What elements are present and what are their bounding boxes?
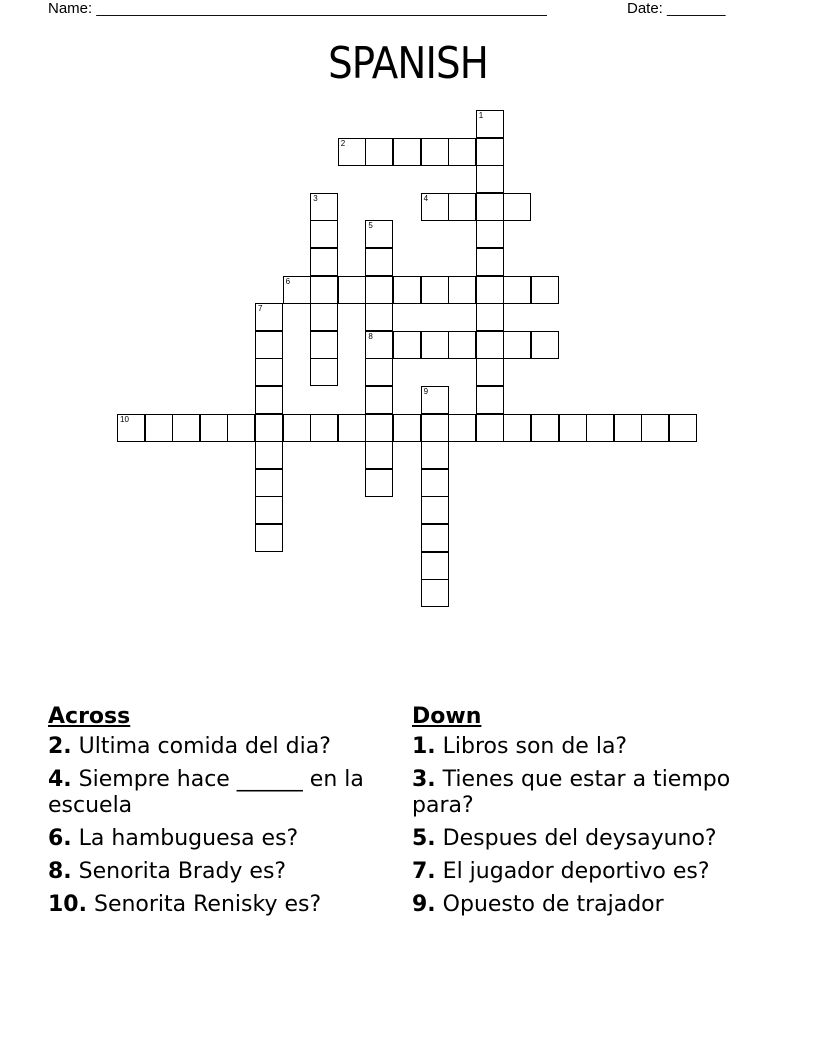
crossword-cell[interactable]	[476, 165, 504, 193]
cell-number: 1	[478, 111, 484, 120]
cell-number: 2	[340, 138, 346, 148]
clue-text: Libros son de la?	[435, 734, 628, 759]
crossword-cell[interactable]	[421, 193, 449, 221]
crossword-cell[interactable]	[255, 441, 283, 469]
crossword-cell[interactable]	[255, 469, 283, 497]
crossword-cell[interactable]	[117, 414, 145, 442]
crossword-cell[interactable]	[200, 414, 228, 442]
crossword-cell[interactable]	[283, 276, 311, 304]
cell-number: 6	[285, 276, 291, 286]
crossword-cell[interactable]	[365, 358, 393, 386]
crossword-cell[interactable]	[365, 303, 393, 331]
crossword-cell[interactable]	[338, 414, 366, 442]
date-field-label[interactable]: Date: _______	[627, 0, 726, 17]
crossword-cell[interactable]	[255, 524, 283, 552]
crossword-cell[interactable]	[365, 441, 393, 469]
crossword-cell[interactable]	[476, 358, 504, 386]
page-title: SPANISH	[328, 38, 488, 89]
cell-number: 3	[313, 193, 318, 203]
crossword-cell[interactable]	[503, 414, 531, 442]
cell-number: 5	[368, 221, 373, 231]
clue-number: 9.	[412, 892, 436, 917]
cell-number: 8	[368, 331, 373, 341]
crossword-cell[interactable]	[393, 138, 421, 166]
crossword-cell[interactable]	[255, 496, 283, 524]
crossword-cell[interactable]	[476, 303, 504, 331]
clue-text: Opuesto de trajador	[435, 892, 664, 917]
clue-number: 6.	[48, 826, 72, 851]
crossword-cell[interactable]	[531, 276, 559, 304]
crossword-cell[interactable]	[365, 138, 393, 166]
crossword-cell[interactable]	[255, 331, 283, 359]
clue-down-3	[412, 767, 752, 819]
clue-across-6	[48, 826, 378, 852]
name-field-label[interactable]: Name: ______________________________________________________	[48, 0, 547, 17]
crossword-cell[interactable]	[421, 496, 449, 524]
crossword-cell[interactable]	[365, 220, 393, 248]
crossword-cell[interactable]	[365, 386, 393, 414]
cell-number: 7	[258, 304, 263, 314]
crossword-cell[interactable]	[338, 138, 366, 166]
crossword-cell[interactable]	[421, 579, 449, 607]
clue-number: 5.	[412, 826, 436, 851]
clue-number: 7.	[412, 859, 436, 884]
crossword-cell[interactable]	[310, 193, 338, 221]
crossword-cell[interactable]	[421, 138, 449, 166]
cell-number: 10	[120, 414, 129, 424]
crossword-cell[interactable]	[421, 524, 449, 552]
down-heading: Down	[412, 704, 482, 729]
crossword-cell[interactable]	[172, 414, 200, 442]
crossword-cell[interactable]	[365, 248, 393, 276]
clue-text: Despues del deysayuno?	[435, 826, 717, 851]
crossword-cell[interactable]	[338, 276, 366, 304]
crossword-cell[interactable]	[503, 276, 531, 304]
clue-down-7	[412, 859, 752, 885]
crossword-cell[interactable]	[476, 110, 504, 138]
crossword-cell[interactable]	[255, 414, 283, 442]
clue-text: La hambuguesa es?	[71, 826, 299, 851]
crossword-cell[interactable]	[310, 303, 338, 331]
clue-down-5	[412, 826, 752, 852]
clue-text: Siempre hace ______ en la escuela	[48, 767, 364, 818]
crossword-cell[interactable]	[559, 414, 587, 442]
cell-number: 9	[423, 387, 429, 396]
clue-text: Senorita Renisky es?	[86, 892, 322, 917]
clue-number: 8.	[48, 859, 72, 884]
crossword-cell[interactable]	[365, 331, 393, 359]
crossword-cell[interactable]	[476, 138, 504, 166]
clue-number: 10.	[48, 892, 87, 917]
clue-down-9	[412, 892, 752, 918]
crossword-cell[interactable]	[393, 331, 421, 359]
clue-text: Tienes que estar a tiempo para?	[412, 767, 731, 818]
crossword-cell[interactable]	[365, 469, 393, 497]
crossword-cell[interactable]	[641, 414, 669, 442]
crossword-cell[interactable]	[145, 414, 173, 442]
crossword-cell[interactable]	[421, 331, 449, 359]
across-clues	[48, 702, 378, 925]
crossword-cell[interactable]	[448, 331, 476, 359]
crossword-cell[interactable]	[476, 386, 504, 414]
crossword-cell[interactable]	[310, 358, 338, 386]
crossword-cell[interactable]	[255, 386, 283, 414]
down-clues	[412, 702, 752, 925]
crossword-cell[interactable]	[365, 276, 393, 304]
clue-down-1	[412, 734, 752, 760]
crossword-cell[interactable]	[476, 276, 504, 304]
crossword-cell[interactable]	[310, 220, 338, 248]
crossword-cell[interactable]	[476, 248, 504, 276]
crossword-cell[interactable]	[421, 441, 449, 469]
crossword-cell[interactable]	[393, 414, 421, 442]
crossword-cell[interactable]	[476, 331, 504, 359]
crossword-cell[interactable]	[283, 414, 311, 442]
crossword-cell[interactable]	[310, 331, 338, 359]
crossword-cell[interactable]	[255, 303, 283, 331]
crossword-cell[interactable]	[531, 414, 559, 442]
crossword-cell[interactable]	[448, 193, 476, 221]
cell-number: 4	[423, 193, 429, 203]
crossword-cell[interactable]	[310, 248, 338, 276]
clue-number: 2.	[48, 734, 72, 759]
crossword-cell[interactable]	[448, 414, 476, 442]
crossword-cell[interactable]	[476, 414, 504, 442]
crossword-cell[interactable]	[310, 414, 338, 442]
clue-text: Ultima comida del dia?	[71, 734, 331, 759]
crossword-cell[interactable]	[669, 414, 697, 442]
crossword-cell[interactable]	[365, 414, 393, 442]
clue-text: El jugador deportivo es?	[435, 859, 710, 884]
crossword-cell[interactable]	[614, 414, 642, 442]
clue-number: 4.	[48, 767, 72, 792]
clue-text: Senorita Brady es?	[71, 859, 287, 884]
crossword-cell[interactable]	[586, 414, 614, 442]
crossword-cell[interactable]	[421, 552, 449, 580]
clue-across-8	[48, 859, 378, 885]
clue-number: 3.	[412, 767, 436, 792]
crossword-cell[interactable]	[448, 276, 476, 304]
crossword-cell[interactable]	[310, 276, 338, 304]
clue-across-10	[48, 892, 378, 918]
clue-across-2	[48, 734, 378, 760]
crossword-cell[interactable]	[421, 276, 449, 304]
crossword-cell[interactable]	[476, 220, 504, 248]
crossword-cell[interactable]	[476, 193, 504, 221]
crossword-cell[interactable]	[227, 414, 255, 442]
crossword-cell[interactable]	[503, 331, 531, 359]
crossword-cell[interactable]	[448, 138, 476, 166]
crossword-cell[interactable]	[255, 358, 283, 386]
clue-across-4	[48, 767, 378, 819]
across-heading: Across	[48, 704, 131, 729]
crossword-cell[interactable]	[421, 469, 449, 497]
clue-number: 1.	[412, 734, 436, 759]
crossword-cell[interactable]	[503, 193, 531, 221]
crossword-cell[interactable]	[531, 331, 559, 359]
crossword-cell[interactable]	[421, 414, 449, 442]
crossword-cell[interactable]	[421, 386, 449, 414]
crossword-cell[interactable]	[393, 276, 421, 304]
